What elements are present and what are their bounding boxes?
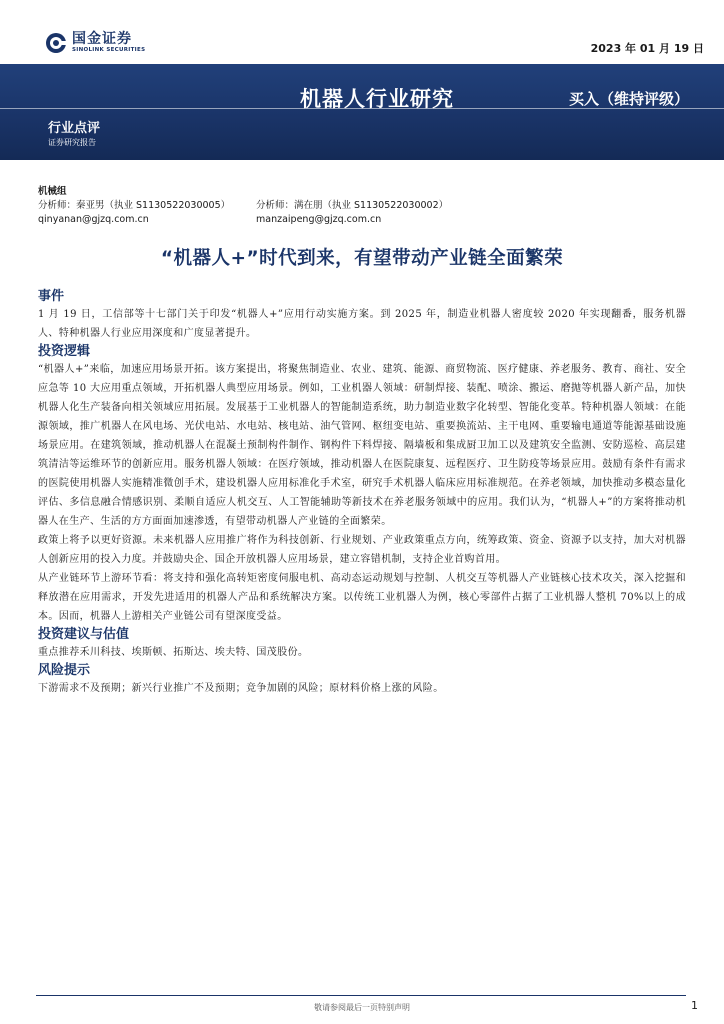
analyst-row [38,199,449,213]
analyst-info [38,185,449,227]
section-title-risk: 风险提示 [38,663,91,678]
analyst-2-email[interactable]: manzaipeng@gjzq.com.cn [256,214,382,225]
risk-paragraph: 下游需求不及预期；新兴行业推广不及预期；竞争加剧的风险；原材料价格上涨的风险。 [38,683,444,694]
event-paragraph: 1 月 19 日，工信部等十七部门关于印发“机器人+”应用行动实施方案。到 2025 年，制造业机器人密度较 2020 年实现翻番，服务机器人、特种机器人行业应用深度和广度显著提升。 [38,309,686,339]
logo-chinese-name: 国金证券 [72,31,132,47]
logic-paragraph-1: “机器人+”来临，加速应用场景开拓。该方案提出，将聚焦制造业、农业、建筑、能源、商贸物流、医疗健康、养老服务、教育、商社、安全应急等 10 大应用重点领域，开拓机器人典型应用场景。例如，工业机器人领域：研制焊接、装配、喷涂、搬运、磨抛等机器人新产品，加快机器人化生产装备向相关领域应用拓展。发展基于工业机器人的智能制造系统，助力制造业数字化转型、智能化变革。特种机器人领域：在能源领域，推广机器人在风电场、光伏电站、水电站、核电站、油气管网、枢纽变电站、重要换流站、主干电网、重要输电通道等能源基础设施场景应用。在建筑领域，推动机器人在混凝土预制构件制作、钢构件下料焊接、隔墙板和集成厨卫加工以及建筑安全监测、安防巡检、高层建筑清洁等运维环节的创新应用。服务机器人领域：在医疗领域，推动机器人在医院康复、远程医疗、卫生防疫等场景应用。鼓励有条件有需求的医院使用机器人实施精准微创手术，建设机器人应用标准化手术室，研究手术机器人临床应用标准规范。在养老领域，加快推动多模态量化评估、多信息融合情感识别、柔顺自适应人机交互、人工智能辅助等新技术在养老服务领域中的应用。我们认为，“机器人+”的方案将推动机器人在生产、生活的方方面面加速渗透，有望带动机器人产业链的全面繁荣。 [38,364,686,527]
email-row [38,213,382,227]
report-headline: “机器人+”时代到来，有望带动产业链全面繁荣 [160,248,564,269]
company-logo [45,30,145,56]
report-rating: 买入（维持评级） [569,90,690,108]
section-title-advice: 投资建议与估值 [38,627,130,642]
page-number: 1 [691,999,698,1012]
sinolink-logo-icon [45,32,67,54]
footer-disclaimer-note: 敬请参阅最后一页特别声明 [314,1003,410,1012]
analyst-1-email[interactable]: qinyanan@gjzq.com.cn [38,214,149,225]
advice-paragraph: 重点推荐禾川科技、埃斯顿、拓斯达、埃夫特、国茂股份。 [38,647,309,658]
report-title: 机器人行业研究 [300,87,454,111]
section-title-event: 事件 [38,289,65,304]
logic-paragraph-3: 从产业链环节上游环节看：将支持和强化高转矩密度伺服电机、高动态运动规划与控制、人机交互等机器人产业链核心技术攻关，深入挖掘和释放潜在应用需求，开发先进适用的机器人产品和系统解决方案。以传统工业机器人为例，核心零部件占据了工业机器人整机 70%以上的成本。因而，机器人上游相关产业链公司有望深度受益。 [38,573,686,622]
report-body [38,288,686,698]
logo-english-name: SINOLINK SECURITIES [72,47,146,53]
footer-divider [36,995,686,996]
analyst-1: 分析师：秦亚男（执业 S1130522030005） [38,200,231,211]
report-date: 2023 年 01 月 19 日 [590,42,704,55]
sector-label: 机械组 [38,186,67,197]
report-header [0,0,724,160]
report-category: 行业点评 [48,121,101,136]
logic-paragraph-2: 政策上将予以更好资源。未来机器人应用推广将作为科技创新、行业规划、产业政策重点方向，统筹政策、资金、资源予以支持，加大对机器人创新应用的投入力度。并鼓励央企、国企开放机器人应用场景，建立容错机制，支持企业首购首用。 [38,535,686,565]
report-type: 证券研究报告 [48,138,96,147]
section-title-logic: 投资逻辑 [38,344,91,359]
analyst-2: 分析师：满在朋（执业 S1130522030002） [256,200,449,211]
